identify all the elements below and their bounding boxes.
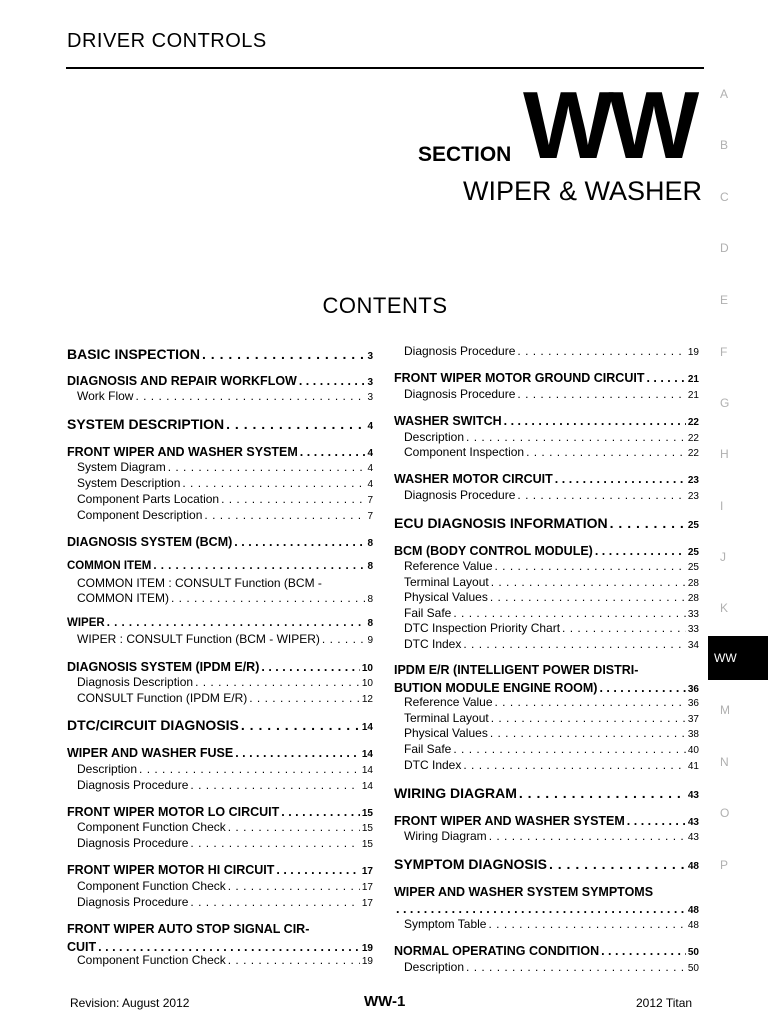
toc-entry-title: NORMAL OPERATING CONDITION xyxy=(394,944,600,958)
section-tab-c[interactable]: C xyxy=(720,190,729,204)
toc-page-number: 3 xyxy=(367,377,373,388)
toc-entry-title: COMMON ITEM xyxy=(67,560,152,572)
dot-leader xyxy=(195,676,360,690)
toc-page-number: 28 xyxy=(687,578,699,589)
toc-entry-title: Terminal Layout xyxy=(404,711,489,725)
toc-entry-title: Description xyxy=(404,430,465,444)
toc-entry-title: DTC Inspection Priority Chart xyxy=(404,621,561,635)
toc-page-number: 12 xyxy=(361,694,373,705)
toc-page-number: 37 xyxy=(687,714,699,725)
section-tab-f[interactable]: F xyxy=(720,345,728,359)
toc-page-number: 8 xyxy=(367,618,373,629)
toc-page-number: 48 xyxy=(687,861,699,872)
toc-entry-title: Reference Value xyxy=(404,559,493,573)
toc-page-number: 4 xyxy=(367,421,373,432)
toc-entry[interactable] xyxy=(77,763,373,777)
toc-entry[interactable] xyxy=(404,576,699,590)
toc-entry-title: Physical Values xyxy=(404,726,488,740)
toc-entry[interactable] xyxy=(394,515,699,532)
toc-page-number: 22 xyxy=(687,417,699,428)
toc-entry-title: Component Function Check xyxy=(77,953,226,967)
dot-leader xyxy=(190,779,359,793)
toc-page-number: 7 xyxy=(367,495,373,506)
dot-leader xyxy=(234,535,365,549)
toc-page-number: 15 xyxy=(361,808,373,819)
toc-page-number: 22 xyxy=(687,448,699,459)
toc-entry[interactable] xyxy=(404,830,699,844)
toc-entry-title: System Diagram xyxy=(77,460,166,474)
toc-page-number: 4 xyxy=(367,463,373,474)
toc-page-number: 8 xyxy=(367,594,373,605)
dot-leader xyxy=(281,805,360,819)
toc-page-number: 14 xyxy=(361,781,373,792)
toc-entry-title: Diagnosis Procedure xyxy=(404,344,516,358)
dot-leader xyxy=(235,746,360,760)
toc-entry[interactable] xyxy=(394,472,699,487)
toc-entry-title: WIPER AND WASHER SYSTEM SYMPTOMS xyxy=(394,885,654,899)
dot-leader xyxy=(228,880,360,894)
toc-page-number: 48 xyxy=(687,920,699,931)
toc-page-number: 25 xyxy=(687,520,699,531)
toc-entry[interactable] xyxy=(67,445,373,460)
toc-entry[interactable] xyxy=(67,660,373,675)
header-rule xyxy=(66,67,704,69)
toc-entry[interactable] xyxy=(404,961,699,975)
toc-entry[interactable] xyxy=(77,676,373,690)
dot-leader xyxy=(627,814,686,828)
toc-page-number: 25 xyxy=(687,547,699,558)
toc-entry[interactable] xyxy=(404,446,699,460)
toc-entry[interactable] xyxy=(77,880,373,894)
toc-page-number: 8 xyxy=(367,538,373,549)
toc-entry[interactable] xyxy=(67,746,373,761)
toc-entry[interactable] xyxy=(67,717,373,734)
toc-page-number: 3 xyxy=(367,351,373,362)
dot-leader xyxy=(463,759,686,773)
toc-entry-title: Diagnosis Procedure xyxy=(77,778,189,792)
section-tab-g[interactable]: G xyxy=(720,396,730,410)
dot-leader xyxy=(190,896,359,910)
toc-page-number: 15 xyxy=(361,839,373,850)
toc-entry[interactable] xyxy=(394,371,699,386)
dot-leader xyxy=(463,638,686,652)
toc-page-number: 23 xyxy=(687,491,699,502)
dot-leader xyxy=(261,660,359,674)
toc-entry-title: Diagnosis Procedure xyxy=(77,836,189,850)
dot-leader xyxy=(646,371,685,385)
toc-page-number: 19 xyxy=(361,956,373,967)
toc-entry-title: WASHER MOTOR CIRCUIT xyxy=(394,472,553,486)
toc-entry[interactable] xyxy=(404,607,699,621)
toc-entry-title: Description xyxy=(404,960,465,974)
toc-page-number: 14 xyxy=(361,765,373,776)
toc-page-number: 43 xyxy=(687,790,699,801)
toc-entry-title: Symptom Table xyxy=(404,917,487,931)
dot-leader xyxy=(466,431,686,445)
toc-page-number: 22 xyxy=(687,433,699,444)
section-tab-h[interactable]: H xyxy=(720,447,729,461)
toc-entry[interactable] xyxy=(394,414,699,429)
toc-page-number: 40 xyxy=(687,745,699,756)
toc-entry-title: FRONT WIPER MOTOR LO CIRCUIT xyxy=(67,805,280,819)
toc-entry[interactable] xyxy=(404,591,699,605)
toc-entry[interactable] xyxy=(404,712,699,726)
toc-entry-title: COMMON ITEM : CONSULT Function (BCM - xyxy=(77,576,322,590)
toc-page-number: 38 xyxy=(687,729,699,740)
dot-leader xyxy=(171,592,365,606)
section-label: SECTION xyxy=(418,143,512,166)
toc-page-number: 28 xyxy=(687,593,699,604)
dot-leader xyxy=(241,717,360,733)
dot-leader xyxy=(549,856,686,872)
toc-entry-title: System Description xyxy=(77,476,181,490)
toc-entry-title: Description xyxy=(77,762,138,776)
header-title: DRIVER CONTROLS xyxy=(67,30,267,52)
dot-leader xyxy=(599,681,685,695)
toc-entry-title: Component Function Check xyxy=(77,820,226,834)
section-tab-i[interactable]: I xyxy=(720,499,724,513)
toc-entry[interactable] xyxy=(394,785,699,802)
toc-entry[interactable] xyxy=(404,622,699,636)
dot-leader xyxy=(453,743,686,757)
toc-entry-title: BASIC INSPECTION xyxy=(67,346,201,362)
toc-entry-title: WIRING DIAGRAM xyxy=(394,785,517,801)
dot-leader xyxy=(517,489,685,503)
dot-leader xyxy=(490,727,686,741)
toc-entry-title: WIPER : CONSULT Function (BCM - WIPER) xyxy=(77,632,320,646)
dot-leader xyxy=(300,445,366,459)
toc-entry-title: Diagnosis Description xyxy=(77,675,194,689)
dot-leader xyxy=(221,493,365,507)
toc-entry-title: WASHER SWITCH xyxy=(394,414,502,428)
toc-entry-title: Diagnosis Procedure xyxy=(77,895,189,909)
toc-entry-title: FRONT WIPER AND WASHER SYSTEM xyxy=(67,445,298,459)
toc-entry-title: IPDM E/R (INTELLIGENT POWER DISTRI- xyxy=(394,663,639,677)
toc-entry[interactable] xyxy=(67,617,373,630)
toc-page-number: 14 xyxy=(361,749,373,760)
toc-page-number: 43 xyxy=(687,832,699,843)
dot-leader xyxy=(504,414,686,428)
toc-entry[interactable] xyxy=(404,743,699,757)
toc-entry-title: Work Flow xyxy=(77,389,134,403)
toc-entry-title: Fail Safe xyxy=(404,606,452,620)
toc-entry-title: SYMPTOM DIAGNOSIS xyxy=(394,856,547,872)
toc-entry[interactable] xyxy=(404,759,699,773)
toc-page-number: 14 xyxy=(361,722,373,733)
toc-entry-title: CONSULT Function (IPDM E/R) xyxy=(77,691,248,705)
toc-entry[interactable] xyxy=(77,821,373,835)
toc-page-number: 3 xyxy=(367,392,373,403)
dot-leader xyxy=(489,830,686,844)
toc-entry-title: DIAGNOSIS SYSTEM (BCM) xyxy=(67,535,233,549)
toc-entry[interactable] xyxy=(404,345,699,359)
dot-leader xyxy=(562,622,686,636)
dot-leader xyxy=(202,346,365,362)
toc-entry-title: DTC Index xyxy=(404,758,462,772)
dot-leader xyxy=(153,560,365,573)
toc-page-number: 17 xyxy=(361,866,373,877)
section-tab-b[interactable]: B xyxy=(720,138,729,152)
contents-title: CONTENTS xyxy=(322,293,448,318)
toc-entry-title: WIPER AND WASHER FUSE xyxy=(67,746,234,760)
toc-page-number: 48 xyxy=(687,905,699,916)
toc-entry[interactable] xyxy=(67,805,373,820)
toc-entry[interactable] xyxy=(67,374,373,389)
dot-leader xyxy=(182,477,365,491)
toc-page-number: 10 xyxy=(361,663,373,674)
section-tab-e[interactable]: E xyxy=(720,293,729,307)
footer-page-number: WW-1 xyxy=(364,993,406,1010)
dot-leader xyxy=(276,863,359,877)
dot-leader xyxy=(190,837,359,851)
toc-entry[interactable] xyxy=(404,388,699,402)
dot-leader xyxy=(491,712,686,726)
section-index-tabs xyxy=(708,0,768,1024)
toc-entry[interactable] xyxy=(394,856,699,873)
dot-leader xyxy=(517,388,685,402)
toc-entry[interactable] xyxy=(394,681,699,696)
toc-entry[interactable] xyxy=(404,696,699,710)
toc-entry-title: DIAGNOSIS SYSTEM (IPDM E/R) xyxy=(67,660,260,674)
dot-leader xyxy=(488,918,685,932)
toc-page-number: 17 xyxy=(361,882,373,893)
dot-leader xyxy=(139,763,360,777)
section-tab-k[interactable]: K xyxy=(720,601,729,615)
toc-entry-title: FRONT WIPER MOTOR HI CIRCUIT xyxy=(67,863,275,877)
dot-leader xyxy=(228,954,360,968)
toc-entry[interactable] xyxy=(77,896,373,910)
toc-entry-title: Reference Value xyxy=(404,695,493,709)
toc-entry-title: Physical Values xyxy=(404,590,488,604)
section-name: WIPER & WASHER xyxy=(462,176,702,206)
toc-entry[interactable] xyxy=(404,727,699,741)
toc-page-number: 36 xyxy=(687,698,699,709)
toc-page-number: 25 xyxy=(687,562,699,573)
toc-entry[interactable] xyxy=(404,489,699,503)
dot-leader xyxy=(491,576,686,590)
toc-entry[interactable] xyxy=(67,560,373,573)
toc-entry-title: BCM (BODY CONTROL MODULE) xyxy=(394,544,593,558)
toc-page-number: 9 xyxy=(367,635,373,646)
toc-entry-title: ECU DIAGNOSIS INFORMATION xyxy=(394,515,608,531)
toc-page-number: 50 xyxy=(687,947,699,958)
dot-leader xyxy=(135,390,365,404)
dot-leader xyxy=(107,617,366,630)
dot-leader xyxy=(226,416,365,432)
toc-page-number: 15 xyxy=(361,823,373,834)
dot-leader xyxy=(555,472,686,486)
toc-entry-title: Component Function Check xyxy=(77,879,226,893)
toc-page-number: 17 xyxy=(361,898,373,909)
dot-leader xyxy=(519,785,686,801)
footer-model: 2012 Titan xyxy=(636,996,693,1010)
toc-entry[interactable] xyxy=(394,902,699,917)
toc-entry[interactable] xyxy=(404,638,699,652)
section-tab-j[interactable]: J xyxy=(720,550,726,564)
dot-leader xyxy=(322,633,366,647)
toc-entry-title: Diagnosis Procedure xyxy=(404,387,516,401)
toc-entry[interactable] xyxy=(77,509,373,523)
footer-revision: Revision: August 2012 xyxy=(70,996,190,1010)
toc-entry[interactable] xyxy=(404,918,699,932)
toc-entry[interactable] xyxy=(77,837,373,851)
toc-page-number: 8 xyxy=(367,561,373,572)
toc-entry-title: DTC/CIRCUIT DIAGNOSIS xyxy=(67,717,239,733)
toc-page-number: 21 xyxy=(687,390,699,401)
dot-leader xyxy=(299,374,366,388)
section-code: WW xyxy=(523,72,695,179)
toc-entry-title: Component Description xyxy=(77,508,203,522)
dot-leader xyxy=(610,515,686,531)
toc-entry[interactable] xyxy=(67,535,373,550)
toc-page-number: 33 xyxy=(687,624,699,635)
toc-page-number: 41 xyxy=(687,761,699,772)
section-tab-a[interactable]: A xyxy=(720,87,729,101)
dot-leader xyxy=(453,607,686,621)
toc-entry[interactable] xyxy=(77,692,373,706)
toc-entry-title: BUTION MODULE ENGINE ROOM) xyxy=(394,681,598,695)
toc-entry[interactable] xyxy=(77,954,373,968)
toc-entry[interactable] xyxy=(77,779,373,793)
dot-leader xyxy=(466,961,686,975)
dot-leader xyxy=(595,544,686,558)
dot-leader xyxy=(495,560,686,574)
dot-leader xyxy=(490,591,686,605)
toc-entry[interactable] xyxy=(394,814,699,829)
section-tab-d[interactable]: D xyxy=(720,241,729,255)
toc-entry-title: WIPER xyxy=(67,617,105,629)
toc-entry-title: Fail Safe xyxy=(404,742,452,756)
dot-leader xyxy=(204,509,365,523)
toc-entry[interactable] xyxy=(67,416,373,433)
toc-entry[interactable] xyxy=(77,390,373,404)
toc-entry-title: FRONT WIPER AND WASHER SYSTEM xyxy=(394,814,625,828)
toc-entry-title: FRONT WIPER MOTOR GROUND CIRCUIT xyxy=(394,371,645,385)
toc-page-number: 50 xyxy=(687,963,699,974)
toc-entry-title: CUIT xyxy=(67,940,97,954)
toc-entry-title: Diagnosis Procedure xyxy=(404,488,516,502)
toc-page-number: 34 xyxy=(687,640,699,651)
dot-leader xyxy=(396,902,686,916)
toc-page-number: 7 xyxy=(367,511,373,522)
toc-entry-title: Wiring Diagram xyxy=(404,829,487,843)
toc-page-number: 33 xyxy=(687,609,699,620)
section-tab-ww[interactable]: WW xyxy=(708,636,768,680)
toc-entry[interactable] xyxy=(394,544,699,559)
toc-entry[interactable] xyxy=(394,944,699,959)
toc-page-number: 21 xyxy=(687,374,699,385)
dot-leader xyxy=(526,446,686,460)
toc-page-number: 4 xyxy=(367,448,373,459)
section-tab-n[interactable]: N xyxy=(720,755,729,769)
toc-entry-title: DTC Index xyxy=(404,637,462,651)
toc-page-number: 43 xyxy=(687,817,699,828)
section-tab-m[interactable]: M xyxy=(720,703,730,717)
toc-entry[interactable] xyxy=(404,431,699,445)
dot-leader xyxy=(495,696,686,710)
section-tab-p[interactable]: P xyxy=(720,858,729,872)
dot-leader xyxy=(168,461,366,475)
toc-page-number: 36 xyxy=(687,684,699,695)
dot-leader xyxy=(228,821,360,835)
toc-entry-title: COMMON ITEM) xyxy=(77,591,169,605)
toc-entry[interactable] xyxy=(77,493,373,507)
section-tab-o[interactable]: O xyxy=(720,806,730,820)
toc-entry-title: Terminal Layout xyxy=(404,575,489,589)
toc-entry[interactable] xyxy=(77,592,373,606)
toc-entry[interactable] xyxy=(77,633,373,647)
dot-leader xyxy=(517,345,685,359)
toc-entry[interactable] xyxy=(67,863,373,878)
dot-leader xyxy=(601,944,686,958)
toc-entry-title: SYSTEM DESCRIPTION xyxy=(67,416,225,432)
toc-entry-title: DIAGNOSIS AND REPAIR WORKFLOW xyxy=(67,374,297,388)
toc-entry[interactable] xyxy=(67,346,373,363)
toc-entry[interactable] xyxy=(77,477,373,491)
toc-page-number: 23 xyxy=(687,475,699,486)
toc-entry-title: FRONT WIPER AUTO STOP SIGNAL CIR- xyxy=(67,922,310,936)
toc-entry[interactable] xyxy=(404,560,699,574)
toc-entry-title: Component Inspection xyxy=(404,445,525,459)
toc-entry[interactable] xyxy=(77,461,373,475)
dot-leader xyxy=(249,692,360,706)
toc-page-number: 4 xyxy=(367,479,373,490)
toc-page-number: 10 xyxy=(361,678,373,689)
toc-entry-title: Component Parts Location xyxy=(77,492,220,506)
toc-page-number: 19 xyxy=(361,943,373,954)
toc-page-number: 19 xyxy=(687,347,699,358)
